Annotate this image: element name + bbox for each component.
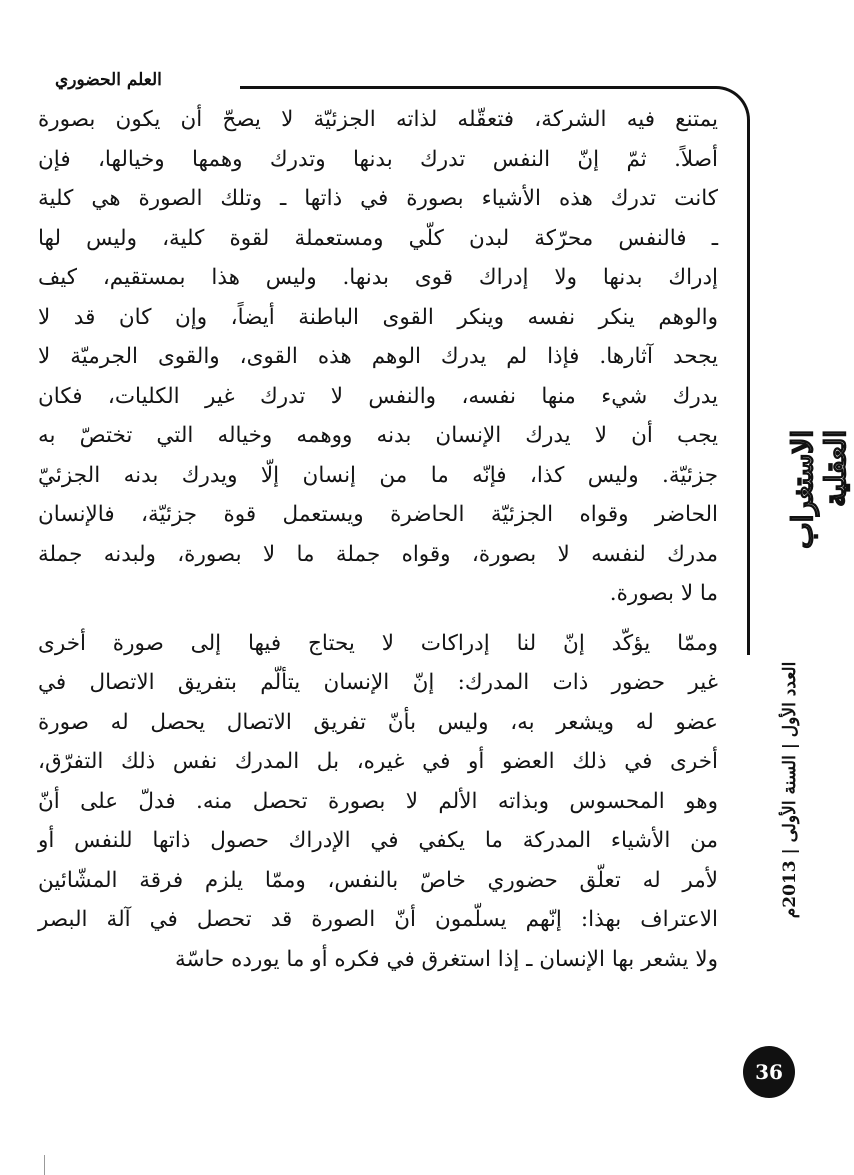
text-line: الحاضر وقواه الجزئيّة الحاضرة ويستعمل قوة جزئيّة، فالإنسان — [38, 502, 718, 527]
text-line: لأمر له تعلّق حضوري خاصّ بالنفس، وممّا يلزم فرقة المشّائين — [38, 867, 718, 893]
paragraph-gap — [38, 614, 718, 624]
frame-side-rule — [747, 150, 750, 655]
journal-title-logo — [784, 430, 854, 600]
text-line: مدرك لنفسه لا بصورة، وقواه جملة ما لا بصورة، ولبدنه جملة — [38, 541, 718, 567]
text-line: يمتنع فيه الشركة، فتعقّله لذاته الجزئيّة لا يصحّ أن يكون بصورة — [38, 107, 718, 132]
text-line: أخرى في ذلك العضو أو في غيره، بل المدرك نفس ذلك التفرّق، — [38, 749, 718, 774]
text-line: من الأشياء المدركة ما يكفي في الإدراك حصول ذاتها للنفس أو — [38, 828, 719, 853]
text-line: والوهم ينكر نفسه وينكر القوى الباطنة أيضاً، وإن كان قد لا — [38, 304, 718, 330]
text-line: ما لا بصورة. — [609, 581, 718, 606]
paragraph-1 — [38, 100, 718, 614]
crop-mark — [44, 1155, 45, 1175]
text-line: الاعتراف بهذا: إنّهم يسلّمون أنّ الصورة قد تحصل في آلة البصر — [38, 907, 718, 932]
text-line: كانت تدرك هذه الأشياء بصورة في ذاتها ـ وتلك الصورة هي كلية — [38, 186, 718, 211]
body-text — [38, 100, 718, 979]
text-line: يجب أن لا يدرك الإنسان بدنه ووهمه وخياله التي تختصّ به — [38, 423, 718, 448]
text-line: أصلاً. ثمّ إنّ النفس تدرك بدنها وتدرك وهمها وخيالها، فإن — [38, 146, 718, 172]
text-line: عضو له ويشعر به، وليس بأنّ تفريق الاتصال يحصل له صورة — [38, 709, 718, 735]
text-line: جزئيّة. وليس كذا، فإنّه ما من إنسان إلّا ويدرك بدنه الجزئيّ — [38, 462, 718, 488]
text-line: ـ فالنفس محرّكة لبدن كلّي ومستعملة لقوة كلية، وليس لها — [38, 225, 718, 251]
text-line: وهو المحسوس وبذاته الألم لا بصورة تحصل منه. فدلّ على أنّ — [38, 788, 718, 814]
page-number-badge: 36 — [743, 1046, 795, 1098]
text-line: إدراك بدنها ولا إدراك قوى بدنها. وليس هذا بمستقيم، كيف — [38, 265, 718, 290]
text-line: وممّا يؤكّد إنّ لنا إدراكات لا يحتاج فيها إلى صورة أخرى — [38, 630, 718, 656]
header-rule — [240, 86, 710, 89]
text-line: يدرك شيء منها نفسه، والنفس لا تدرك غير الكليات، فكان — [38, 383, 718, 409]
text-line: ولا يشعر بها الإنسان ـ إذا استغرق في فكره أو ما يورده حاسّة — [174, 946, 718, 972]
text-line: غير حضور ذات المدرك: إنّ الإنسان يتألّم بتفريق الاتصال في — [38, 670, 718, 695]
journal-title-text: الاستغراب العقلية — [786, 430, 852, 549]
running-head: العلم الحضوري — [55, 70, 162, 90]
paragraph-2 — [38, 624, 718, 980]
issue-info: العدد الأول | السنة الأولى | 2013م — [780, 661, 800, 919]
text-line: يجحد آثارها. فإذا لم يدرك الوهم هذه القوى، والقوى الجرميّة لا — [38, 344, 718, 369]
